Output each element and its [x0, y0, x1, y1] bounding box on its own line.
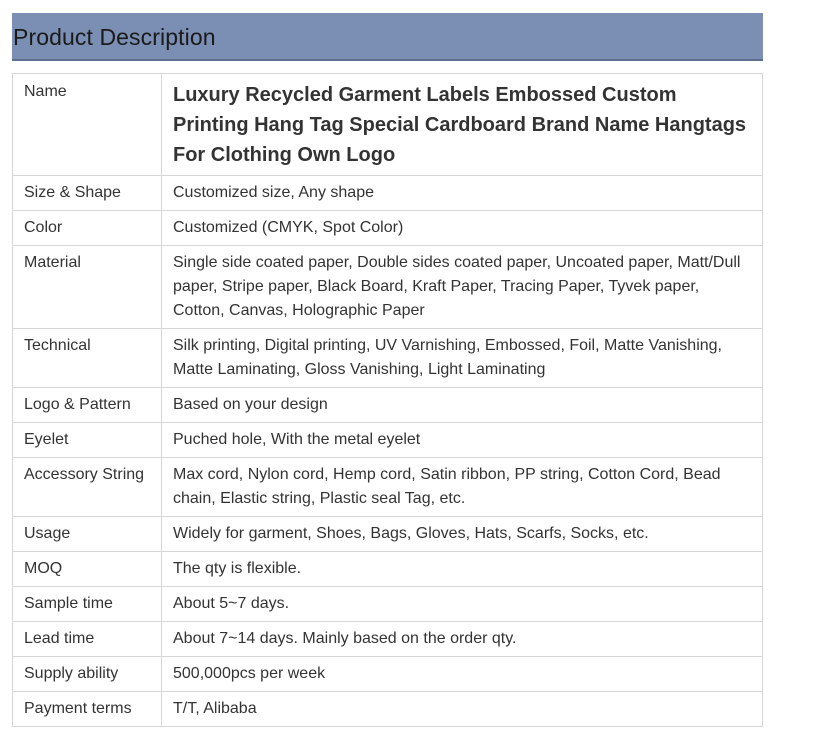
table-row — [13, 552, 763, 587]
table-row — [13, 692, 763, 727]
row-value: Customized size, Any shape — [162, 176, 763, 211]
table-row — [13, 458, 763, 517]
row-value: Single side coated paper, Double sides coated paper, Uncoated paper, Matt/Dull paper, Stripe paper, Black Board, Kraft Paper, Tracing Paper, Tyvek paper, Cotton, Canvas, Holographic Paper — [162, 246, 763, 329]
section-header — [12, 13, 763, 61]
row-value: Max cord, Nylon cord, Hemp cord, Satin ribbon, PP string, Cotton Cord, Bead chain, Elastic string, Plastic seal Tag, etc. — [162, 458, 763, 517]
table-row — [13, 329, 763, 388]
row-value: About 7~14 days. Mainly based on the order qty. — [162, 622, 763, 657]
table-row — [13, 657, 763, 692]
row-value: 500,000pcs per week — [162, 657, 763, 692]
row-value: The qty is flexible. — [162, 552, 763, 587]
spec-table — [12, 73, 763, 727]
table-row — [13, 246, 763, 329]
row-label: Material — [13, 246, 162, 329]
row-label: Name — [13, 74, 162, 176]
row-label: MOQ — [13, 552, 162, 587]
row-label: Usage — [13, 517, 162, 552]
table-row — [13, 622, 763, 657]
row-label: Sample time — [13, 587, 162, 622]
product-name-value: Luxury Recycled Garment Labels Embossed Custom Printing Hang Tag Special Cardboard Brand Name Hangtags For Clothing Own Logo — [162, 74, 763, 176]
row-value: Widely for garment, Shoes, Bags, Gloves, Hats, Scarfs, Socks, etc. — [162, 517, 763, 552]
table-row — [13, 211, 763, 246]
table-row — [13, 176, 763, 211]
row-label: Color — [13, 211, 162, 246]
row-value: Puched hole, With the metal eyelet — [162, 423, 763, 458]
row-label: Size & Shape — [13, 176, 162, 211]
row-label: Technical — [13, 329, 162, 388]
row-value: Customized (CMYK, Spot Color) — [162, 211, 763, 246]
row-value: Based on your design — [162, 388, 763, 423]
table-row — [13, 423, 763, 458]
table-row — [13, 388, 763, 423]
row-label: Lead time — [13, 622, 162, 657]
row-value: Silk printing, Digital printing, UV Varnishing, Embossed, Foil, Matte Vanishing, Matte Laminating, Gloss Vanishing, Light Laminating — [162, 329, 763, 388]
table-row — [13, 587, 763, 622]
row-label: Logo & Pattern — [13, 388, 162, 423]
row-label: Accessory String — [13, 458, 162, 517]
table-row — [13, 517, 763, 552]
row-label: Eyelet — [13, 423, 162, 458]
table-row — [13, 74, 763, 176]
section-title: Product Description — [13, 24, 216, 50]
row-label: Supply ability — [13, 657, 162, 692]
row-value: T/T, Alibaba — [162, 692, 763, 727]
row-label: Payment terms — [13, 692, 162, 727]
row-value: About 5~7 days. — [162, 587, 763, 622]
